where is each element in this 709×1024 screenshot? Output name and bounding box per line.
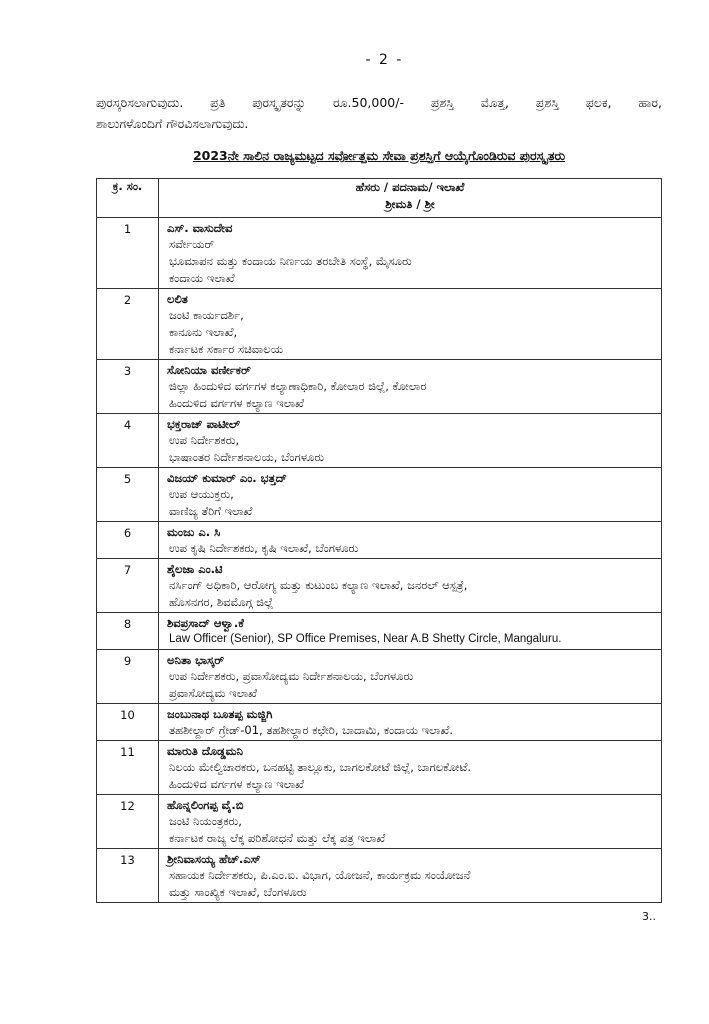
awardee-designation-line: ನಿಲಯ ಮೇಲ್ವಿಚಾರಕರು, ಬನಹಟ್ಟಿ ತಾಲ್ಲೂಕು, ಬಾಗಲಕೋಟೆ ಜಿಲ್ಲೆ, ಬಾಗಲಕೋಟೆ. bbox=[169, 760, 472, 774]
awardee-designation-line: ಹಿಂದುಳಿದ ವರ್ಗಗಳ ಕಲ್ಯಾಣ ಇಲಾಖೆ bbox=[169, 777, 305, 791]
serial-number: 2 bbox=[97, 289, 159, 360]
awardee-name: ಲಲಿತ bbox=[167, 292, 188, 306]
table-header-row bbox=[97, 179, 662, 218]
table-row bbox=[97, 522, 662, 559]
awardee-details bbox=[159, 795, 662, 849]
awardee-designation-line: ಉಪ ಕೃಷಿ ನಿರ್ದೇಶಕರು, ಕೃಷಿ ಇಲಾಖೆ, ಬೆಂಗಳೂರು bbox=[169, 541, 359, 555]
awardee-name: ಭಕ್ತರಾಜ್ ಪಾಟೀಲ್ bbox=[167, 417, 241, 431]
serial-number: 10 bbox=[97, 704, 159, 741]
table-row bbox=[97, 559, 662, 613]
awardee-designation-line: ನರ್ಸಿಂಗ್ ಅಧಿಕಾರಿ, ಆರೋಗ್ಯ ಮತ್ತು ಕುಟುಂಬ ಕಲ್ಯಾಣ ಇಲಾಖೆ, ಜನರಲ್ ಆಸ್ಪತ್ರೆ, bbox=[169, 578, 468, 592]
awardee-details bbox=[159, 849, 662, 903]
awardee-designation-line: ಹೊಸನಗರ, ಶಿವಮೊಗ್ಗ ಜಿಲ್ಲೆ bbox=[169, 595, 274, 609]
awardee-designation-line: ಮತ್ತು ಸಾಂಖ್ಯಿಕ ಇಲಾಖೆ, ಬೆಂಗಳೂರು bbox=[169, 885, 307, 899]
awardee-designation-line: ವಾಣಿಜ್ಯ ತೆರಿಗೆ ಇಲಾಖೆ bbox=[169, 504, 253, 518]
awardee-details bbox=[159, 613, 662, 650]
awardee-details bbox=[159, 218, 662, 289]
awardee-details bbox=[159, 559, 662, 613]
awardees-table bbox=[96, 178, 662, 903]
awardee-details bbox=[159, 360, 662, 414]
awardee-designation-line: ಪ್ರವಾಸೋದ್ಯಮ ಇಲಾಖೆ bbox=[169, 686, 257, 700]
table-row bbox=[97, 795, 662, 849]
serial-number: 6 bbox=[97, 522, 159, 559]
header-serial-number: ಕ್ರ. ಸಂ. bbox=[97, 179, 159, 218]
serial-number: 4 bbox=[97, 414, 159, 468]
awardee-name: ಮಾರುತಿ ದೊಡ್ಡಮನಿ bbox=[167, 744, 244, 758]
awardee-designation-line: ಕರ್ನಾಟಕ ಸರ್ಕಾರ ಸಚಿವಾಲಯ bbox=[169, 342, 284, 356]
next-page-marker: 3.. bbox=[642, 910, 656, 923]
awardee-designation-line: Law Officer (Senior), SP Office Premises, Near A.B Shetty Circle, Mangaluru. bbox=[169, 633, 562, 645]
table-row bbox=[97, 468, 662, 522]
awardee-name: ಜಂಬುನಾಥ ಬೂತಪ್ಪ ಮಜ್ಜಿಗಿ bbox=[167, 707, 273, 721]
serial-number: 12 bbox=[97, 795, 159, 849]
serial-number: 11 bbox=[97, 741, 159, 795]
awardee-designation-line: ಜಿಲ್ಲಾ ಹಿಂದುಳಿದ ವರ್ಗಗಳ ಕಲ್ಯಾಣಾಧಿಕಾರಿ, ಕೋಲಾರ ಜಿಲ್ಲೆ, ಕೋಲಾರ bbox=[169, 379, 427, 393]
awardee-designation-line: ತಹಶೀಲ್ದಾರ್ ಗ್ರೇಡ್-01, ತಹಶೀಲ್ದಾರ ಕಛೇರಿ, ಬಾದಾಮಿ, ಕಂದಾಯ ಇಲಾಖೆ. bbox=[169, 723, 454, 737]
table-row bbox=[97, 741, 662, 795]
serial-number: 7 bbox=[97, 559, 159, 613]
table-row bbox=[97, 218, 662, 289]
awardee-details bbox=[159, 414, 662, 468]
serial-number: 9 bbox=[97, 650, 159, 704]
serial-number: 1 bbox=[97, 218, 159, 289]
table-row bbox=[97, 360, 662, 414]
awardee-designation-line: ಉಪ ನಿರ್ದೇಶಕರು, ಪ್ರವಾಸೋದ್ಯಮ ನಿರ್ದೇಶನಾಲಯ, ಬೆಂಗಳೂರು bbox=[169, 669, 414, 683]
awardee-details bbox=[159, 704, 662, 741]
awardee-designation-line: ಕಂದಾಯ ಇಲಾಖೆ bbox=[169, 271, 235, 285]
table-row bbox=[97, 849, 662, 903]
awardee-designation-line: ಉಪ ಆಯುಕ್ತರು, bbox=[169, 487, 234, 501]
awardee-designation-line: ಜಂಟಿ ನಿಯಂತ್ರಕರು, bbox=[169, 814, 242, 828]
awardee-details bbox=[159, 522, 662, 559]
awardee-name: ಮಂಜು ಎ. ಸಿ bbox=[167, 525, 221, 539]
awardee-name: ಶ್ರೀನಿವಾಸಯ್ಯ ಹೆಚ್.ಎಸ್ bbox=[167, 852, 261, 866]
table-row bbox=[97, 650, 662, 704]
awardee-designation-line: ಭೂಮಾಪನ ಮತ್ತು ಕಂದಾಯ ನಿರ್ಣಯ ತರಬೇತಿ ಸಂಸ್ಥೆ, ಮೈಸೂರು bbox=[169, 254, 412, 268]
awardee-name: ಸೋನಿಯಾ ವರ್ಣೀಕರ್ bbox=[167, 363, 251, 377]
header-details-line1: ಹೆಸರು / ಪದನಾಮ/ ಇಲಾಖೆ bbox=[355, 180, 465, 194]
intro-line: ಪುರಸ್ಕರಿಸಲಾಗುವುದು. ಪ್ರತಿ ಪುರಸ್ಕೃತರನ್ನು ರೂ.50,000/- ಪ್ರಶಸ್ತಿ ಮೊತ್ತ, ಪ್ರಶಸ್ತಿ ಫಲಕ, ಹಾರ, bbox=[96, 95, 662, 110]
awardee-designation-line: ಭಾಷಾಂತರ ನಿರ್ದೇಶನಾಲಯ, ಬೆಂಗಳೂರು bbox=[169, 450, 325, 464]
awardee-designation-line: ಉಪ ನಿರ್ದೇಶಕರು, bbox=[169, 433, 240, 447]
awardee-name: ಎಸ್. ವಾಸುದೇವ bbox=[167, 221, 233, 235]
awardee-details bbox=[159, 650, 662, 704]
header-details-line2: ಶ್ರೀಮತಿ / ಶ್ರೀ bbox=[385, 197, 435, 211]
serial-number: 3 bbox=[97, 360, 159, 414]
serial-number: 8 bbox=[97, 613, 159, 650]
serial-number: 5 bbox=[97, 468, 159, 522]
awardee-name: ಶೈಲಜಾ ಎಂ.ಟಿ bbox=[167, 562, 223, 576]
awardee-designation-line: ಹಿಂದುಳಿದ ವರ್ಗಗಳ ಕಲ್ಯಾಣ ಇಲಾಖೆ bbox=[169, 396, 305, 410]
header-details bbox=[159, 179, 662, 218]
awardee-name: ವಿಜಯ್ ಕುಮಾರ್ ಎಂ. ಭತ್ತದ್ bbox=[167, 471, 287, 485]
table-row bbox=[97, 613, 662, 650]
awardee-designation-line: ಕಾನೂನು ಇಲಾಖೆ, bbox=[169, 325, 238, 339]
table-row bbox=[97, 289, 662, 360]
awardee-details bbox=[159, 741, 662, 795]
awardee-name: ಶಿವಪ್ರಸಾದ್ ಆಳ್ವಾ.ಕೆ bbox=[167, 616, 244, 630]
awardee-details bbox=[159, 468, 662, 522]
intro-line: ಶಾಲುಗಳೊಂದಿಗೆ ಗೌರವಿಸಲಾಗುವುದು. bbox=[96, 116, 249, 131]
awardee-name: ಹೊನ್ನಲಿಂಗಪ್ಪ ವೈ.ಬಿ bbox=[167, 798, 244, 812]
awardee-designation-line: ಸರ್ವೇಯರ್ bbox=[169, 237, 215, 251]
table-row bbox=[97, 414, 662, 468]
intro-paragraph bbox=[96, 92, 662, 134]
table-row bbox=[97, 704, 662, 741]
awardee-details bbox=[159, 289, 662, 360]
table-heading: 2023ನೇ ಸಾಲಿನ ರಾಜ್ಯಮಟ್ಟದ ಸರ್ವೋತ್ತಮ ಸೇವಾ ಪ್ರಶಸ್ತಿಗೆ ಆಯ್ಕೆಗೊಂಡಿರುವ ಪುರಸ್ಕೃತರು bbox=[192, 148, 566, 163]
page-number: - 2 - bbox=[365, 52, 404, 68]
serial-number: 13 bbox=[97, 849, 159, 903]
awardee-name: ಅನಿತಾ ಭಾಸ್ಕರ್ bbox=[167, 653, 225, 667]
awardee-designation-line: ಜಂಟಿ ಕಾರ್ಯದರ್ಶಿ, bbox=[169, 308, 244, 322]
awardee-designation-line: ಕರ್ನಾಟಕ ರಾಜ್ಯ ಲೆಕ್ಕ ಪರಿಶೋಧನೆ ಮತ್ತು ಲೆಕ್ಕ ಪತ್ರ ಇಲಾಖೆ bbox=[169, 831, 386, 845]
awardee-designation-line: ಸಹಾಯಕ ನಿರ್ದೇಶಕರು, ಪಿ.ಎಂ.ಐ. ವಿಭಾಗ, ಯೋಜನೆ, ಕಾರ್ಯಕ್ರಮ ಸಂಯೋಜನೆ bbox=[169, 868, 471, 882]
